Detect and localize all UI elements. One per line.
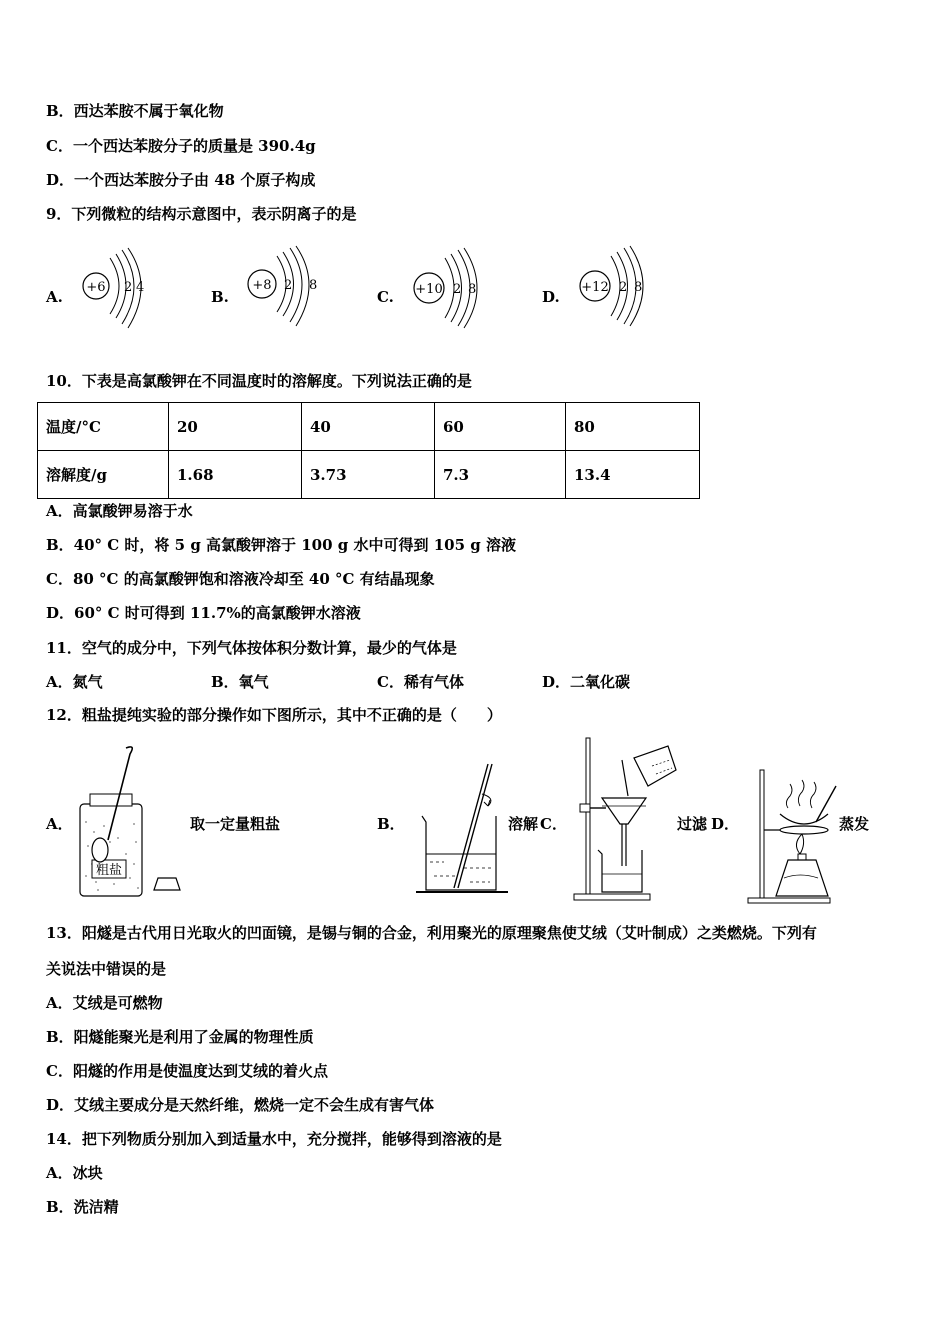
table-cell: 60 [435,403,566,451]
q12-caption-d: 蒸发 [839,815,870,833]
table-cell: 20 [169,403,302,451]
q13-option-c: C．阳燧的作用是使温度达到艾绒的着火点 [46,1062,328,1080]
q9-stem: 9．下列微粒的结构示意图中，表示阴离子的是 [46,205,357,223]
solubility-table [37,402,700,499]
q9-c-shell-2: 8 [468,282,477,297]
q9-atom-diagram-b [240,244,320,328]
q9-d-shell-2: 8 [634,280,643,295]
salt-jar-illustration [74,742,184,902]
q14-option-b: B．洗洁精 [46,1198,119,1216]
q13-stem-line-1: 13．阳燧是古代用日光取火的凹面镜，是锡与铜的合金，利用聚光的原理聚焦使艾绒（艾叶制成）之类燃烧。下列有 [46,924,817,942]
table-cell: 13.4 [566,451,700,499]
q9-c-nucleus: +10 [415,282,443,297]
q9-atom-diagram-d [572,244,652,328]
q11-option-d: D．二氧化碳 [542,673,631,691]
table-cell: 7.3 [435,451,566,499]
table-cell: 溶解度/g [38,451,169,499]
q9-a-nucleus: +6 [86,280,106,295]
q12-option-a-label: A． [46,815,73,833]
q13-option-d: D．艾绒主要成分是天然纤维，燃烧一定不会生成有害气体 [46,1096,435,1114]
table-cell: 温度/°C [38,403,169,451]
q10-stem: 10．下表是高氯酸钾在不同温度时的溶解度。下列说法正确的是 [46,372,472,390]
q9-d-nucleus: +12 [581,280,609,295]
q8-option-b: B．西达苯胺不属于氧化物 [46,102,224,120]
jar-label: 粗盐 [95,863,123,878]
q9-option-c-label: C. [377,288,394,306]
q13-option-a: A．艾绒是可燃物 [46,994,163,1012]
q9-option-a-label: A. [46,288,63,306]
q11-stem: 11．空气的成分中，下列气体按体积分数计算，最少的气体是 [46,639,457,657]
q8-option-d: D．一个西达苯胺分子由 48 个原子构成 [46,171,316,189]
q9-option-b-label: B. [211,288,229,306]
q8-option-c: C．一个西达苯胺分子的质量是 390.4g [46,137,316,155]
table-cell: 1.68 [169,451,302,499]
q10-option-a: A．高氯酸钾易溶于水 [46,502,193,520]
q10-option-b: B．40° C 时，将 5 g 高氯酸钾溶于 100 g 水中可得到 105 g 溶液 [46,536,516,554]
q10-option-c: C．80 °C 的高氯酸钾饱和溶液冷却至 40 °C 有结晶现象 [46,570,435,588]
q11-option-c: C．稀有气体 [377,673,464,691]
q10-option-d: D．60° C 时可得到 11.7%的高氯酸钾水溶液 [46,604,361,622]
q9-b-nucleus: +8 [252,278,272,293]
q9-atom-diagram-c [406,246,486,330]
table-row [38,403,700,451]
q13-option-b: B．阳燧能聚光是利用了金属的物理性质 [46,1028,314,1046]
q12-option-b-label: B． [377,815,405,833]
q9-a-shell-1: 2 [124,280,133,295]
q12-stem: 12．粗盐提纯实验的部分操作如下图所示，其中不正确的是（ ） [46,706,502,724]
q9-option-d-label: D. [542,288,560,306]
q9-d-shell-1: 2 [619,280,628,295]
q12-option-c-label: C． [540,815,567,833]
q12-option-d-label: D． [711,815,740,833]
q14-stem: 14．把下列物质分别加入到适量水中，充分搅拌，能够得到溶液的是 [46,1130,502,1148]
q12-caption-c: 过滤 [677,815,708,833]
q9-a-shell-2: 4 [136,280,145,295]
q9-b-shell-2: 8 [309,278,318,293]
q9-atom-diagram-a [76,246,156,330]
table-row [38,451,700,499]
q12-caption-b: 溶解 [508,815,539,833]
table-cell: 3.73 [302,451,435,499]
filtration-illustration [572,736,682,904]
beaker-stirring-illustration [414,762,510,896]
evaporation-illustration [744,768,840,904]
table-cell: 40 [302,403,435,451]
table-cell: 80 [566,403,700,451]
q9-c-shell-1: 2 [453,282,462,297]
q14-option-a: A．冰块 [46,1164,103,1182]
q11-option-b: B．氧气 [211,673,269,691]
q13-stem-line-2: 关说法中错误的是 [46,960,167,978]
q11-option-a: A．氮气 [46,673,103,691]
q9-b-shell-1: 2 [284,278,293,293]
q12-caption-a: 取一定量粗盐 [190,815,281,833]
